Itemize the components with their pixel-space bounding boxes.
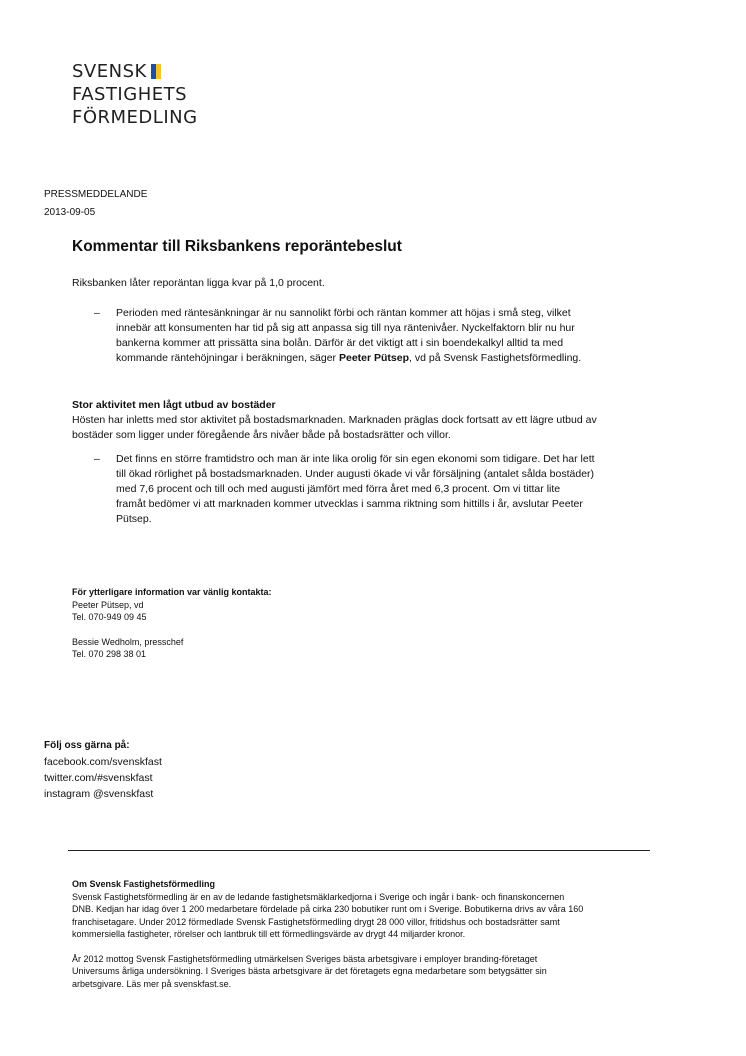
section-heading: Stor aktivitet men lågt utbud av bostäder (72, 399, 276, 411)
quote-line: innebär att konsumenten har tid på sig att anpassa sig till nya räntenivåer. Nyckelfaktorn blir nu hur (116, 322, 575, 334)
about-line: kommersiella fastigheter, rörelser och lantbruk till ett förmedlingsvärde av drygt 44 miljarder kronor. (72, 929, 466, 939)
swedish-flag-icon (151, 64, 161, 79)
press-release-label: PRESSMEDDELANDE (44, 189, 148, 200)
about-line: franchisetagare. Under 2012 förmedlade Svensk Fastighetsförmedling drygt 28 000 villor, fritidshus och bostadsrätter samt (72, 916, 560, 927)
quote-line: Pütsep. (116, 513, 152, 525)
logo-line-3: FÖRMEDLING (72, 107, 198, 128)
section-activity (72, 398, 692, 443)
quote-line: framåt bedömer vi att marknaden kommer utvecklas i samma riktning som hittills i år, avslutar Peeter (116, 498, 583, 510)
contact-block (72, 586, 272, 661)
quote-line: Perioden med räntesänkningar är nu sannolikt förbi och räntan kommer att höjas i små steg, vilket (116, 307, 571, 319)
contact-phone: Tel. 070 298 38 01 (72, 649, 147, 659)
speaker-name: Peeter Pütsep (338, 352, 410, 364)
section-line: Hösten har inletts med stor aktivitet på bostadsmarknaden. Marknaden präglas dock fortsatt av ett lägre utbud av (72, 414, 597, 426)
quote-block-1 (94, 306, 654, 366)
contact-heading: För ytterligare information var vänlig kontakta: (72, 587, 272, 597)
social-link-facebook[interactable]: facebook.com/svenskfast (44, 756, 162, 768)
about-line: arbetsgivare. Läs mer på svenskfast.se. (72, 978, 232, 989)
contact-phone: Tel. 070-949 09 45 (72, 612, 147, 622)
logo-line-1: SVENSK (72, 61, 147, 82)
about-line: DNB. Kedjan har idag över 1 200 medarbetare fördelade på cirka 230 bobutiker runt om i Sverige. Bobutikerna drivs av våra 160 (72, 904, 584, 914)
section-line: bostäder som ligger under föregående års nivåer både på bostadsrätter och villor. (72, 429, 451, 441)
quote-line: bankerna kommer att prissätta sina bolån. Därför är det viktigt att i sin boendekalkyl alltid ta med (116, 337, 564, 349)
quote-block-2 (94, 452, 654, 527)
about-line: Svensk Fastighetsförmedling är en av de ledande fastighetsmäklarkedjorna i Sverige och ingår i bank- och finanskoncernen (72, 891, 565, 902)
page-title: Kommentar till Riksbankens reporäntebeslut (72, 238, 402, 255)
quote-line: kommande räntehöjningar i beräkningen, säger Peeter Pütsep, vd på Svensk Fastighetsförmedling. (116, 352, 582, 364)
logo-line-2: FASTIGHETS (72, 84, 188, 105)
about-block (72, 878, 692, 990)
quote-line: med 7,6 procent och till och med augusti jämfört med förra året med 6,3 procent. Om vi tittar lite (116, 483, 561, 495)
quote-line: till ökad rörlighet på bostadsmarknaden. Under augusti ökade vi vår försäljning (antalet sålda bostäder) (116, 468, 595, 480)
follow-heading: Följ oss gärna på: (44, 740, 130, 751)
footer-divider (68, 850, 650, 851)
follow-block (44, 738, 162, 802)
about-heading: Om Svensk Fastighetsförmedling (72, 879, 216, 889)
intro-paragraph: Riksbanken låter reporäntan ligga kvar på 1,0 procent. (72, 277, 325, 289)
contact-name: Bessie Wedholm, presschef (72, 636, 184, 647)
press-release-date: 2013-09-05 (44, 207, 96, 218)
contact-name: Peeter Pütsep, vd (72, 599, 144, 610)
about-line: År 2012 mottog Svensk Fastighetsförmedling utmärkelsen Sveriges bästa arbetsgivare i employer branding-företaget (72, 953, 538, 964)
about-line: Universums årliga undersökning. I Sveriges bästa arbetsgivare är det företagets egna medarbetare som betygsätter sin (72, 966, 547, 976)
social-link-instagram[interactable]: instagram @svenskfast (44, 788, 154, 800)
quote-dash: – (94, 307, 100, 319)
social-link-twitter[interactable]: twitter.com/#svenskfast (44, 772, 153, 784)
quote-line: Det finns en större framtidstro och man är inte lika orolig för sin egen ekonomi som tidigare. Det har lett (116, 453, 595, 465)
quote-dash: – (94, 453, 100, 465)
